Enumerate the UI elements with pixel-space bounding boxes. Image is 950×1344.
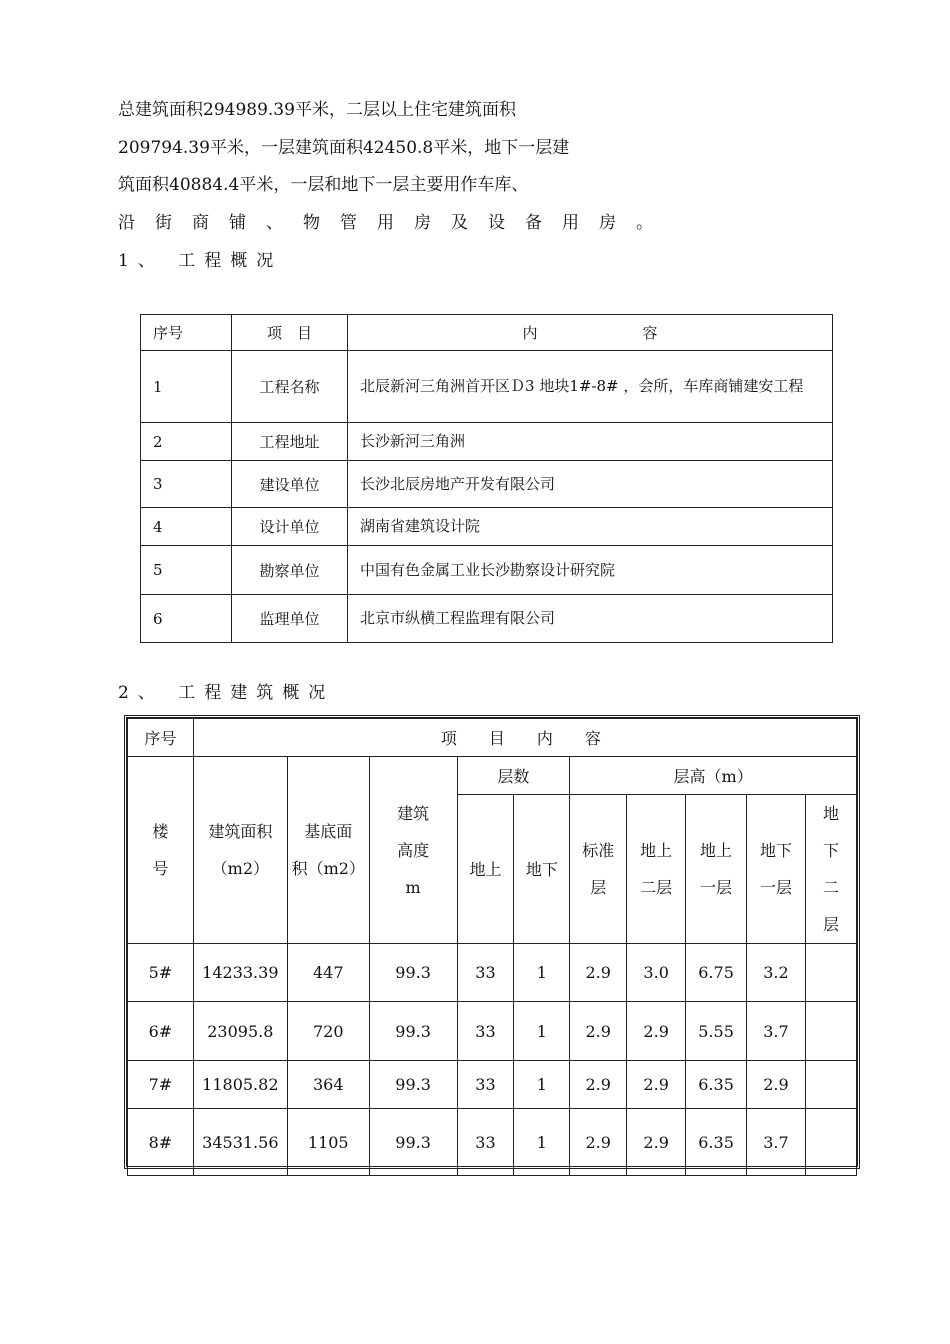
cell-4: 33 [457, 1061, 514, 1109]
paragraph-token: ， [243, 137, 261, 158]
row-index: 5 [141, 546, 232, 595]
paragraph-token: 筑 [152, 100, 169, 120]
cell-4: 33 [457, 1109, 514, 1176]
paragraph-token: 平 [209, 137, 227, 158]
paragraph-token: 面 [135, 175, 152, 195]
table-row [128, 944, 857, 1002]
paragraph-token: 街 [155, 212, 192, 233]
paragraph-token: 面 [481, 100, 499, 120]
header-building-line: 楼 [152, 822, 169, 841]
paragraph-token: 米 [311, 100, 329, 120]
paragraph-token: 筑 [118, 175, 135, 195]
paragraph-line [118, 92, 840, 130]
cell-4: 33 [457, 1002, 514, 1061]
paragraph-token: 平 [294, 100, 312, 120]
paragraph-token: 积 [152, 175, 169, 195]
paragraph-token: 商 [192, 212, 229, 233]
row-index: 3 [141, 461, 232, 508]
cell-6: 2.9 [570, 1109, 627, 1176]
cell-3: 99.3 [369, 1002, 457, 1061]
header-height [369, 757, 457, 944]
cell-3: 99.3 [369, 1109, 457, 1176]
paragraph-token: 住 [413, 100, 431, 120]
cell-7: 2.9 [627, 1109, 686, 1176]
paragraph-token: 209794.39 [118, 137, 210, 158]
paragraph-token: 物 [303, 212, 340, 233]
paragraph-token: ， [328, 100, 346, 120]
paragraph-token: 车 [477, 175, 495, 195]
table-group-row [128, 757, 857, 795]
row-item: 监理单位 [232, 595, 348, 643]
paragraph-token: 一 [290, 175, 308, 195]
paragraph-token: 米 [256, 175, 274, 195]
cell-2: 720 [287, 1002, 369, 1061]
paragraph-token: 及 [451, 212, 488, 233]
intro-paragraph [118, 92, 840, 242]
cell-0: 7# [128, 1061, 194, 1109]
paragraph-token: 沿 [118, 212, 155, 233]
cell-8: 6.35 [686, 1061, 747, 1109]
section-1-heading: 1、 工程概况 [118, 251, 283, 271]
paragraph-token: 层 [362, 100, 380, 120]
header-base-area [287, 757, 369, 944]
cell-10 [805, 944, 856, 1002]
building-table-frame [124, 715, 860, 1169]
row-index: 1 [141, 351, 232, 423]
paragraph-token: ， [273, 175, 291, 195]
header-area [193, 757, 287, 944]
building-overview-table [127, 718, 857, 1176]
cell-2: 1105 [287, 1109, 369, 1176]
paragraph-token: 作 [460, 175, 478, 195]
cell-5: 1 [514, 1061, 570, 1109]
section-2-heading: 2、 工程建筑概况 [118, 683, 335, 703]
paragraph-token: 层 [307, 175, 325, 195]
header-project-content: 项 目 内 容 [193, 719, 856, 757]
paragraph-token: 层 [277, 137, 295, 158]
row-content: 长沙新河三角洲 [348, 423, 833, 461]
row-item: 工程地址 [232, 423, 348, 461]
table-row [141, 423, 833, 461]
paragraph-token: 二 [345, 100, 363, 120]
paragraph-token: 管 [340, 212, 377, 233]
paragraph-token: 地 [341, 175, 359, 195]
cell-1: 34531.56 [193, 1109, 287, 1176]
paragraph-token: 建 [294, 137, 312, 158]
paragraph-token: 建 [135, 100, 152, 120]
cell-1: 11805.82 [193, 1061, 287, 1109]
cell-0: 6# [128, 1002, 194, 1061]
paragraph-token: 上 [396, 100, 414, 120]
header-building [128, 757, 194, 944]
cell-1: 14233.39 [193, 944, 287, 1002]
cell-10 [805, 1109, 856, 1176]
paragraph-token: 米 [450, 137, 468, 158]
header-basement-2: 地下二层 [805, 795, 856, 944]
paragraph-token: 地 [484, 137, 502, 158]
paragraph-token: 以 [379, 100, 397, 120]
paragraph-token: 要 [426, 175, 444, 195]
header-heights-group: 层高（m） [570, 757, 857, 795]
header-height-line: 建筑 [397, 803, 430, 823]
cell-10 [805, 1002, 856, 1061]
cell-10 [805, 1061, 856, 1109]
paragraph-token: 筑 [464, 100, 482, 120]
paragraph-token: 总 [118, 100, 135, 120]
paragraph-token: 面 [328, 137, 346, 158]
cell-2: 364 [287, 1061, 369, 1109]
paragraph-token: 筑 [311, 137, 329, 158]
cell-5: 1 [514, 1002, 570, 1061]
cell-5: 1 [514, 1109, 570, 1176]
table-row [141, 595, 833, 643]
project-overview-table [140, 314, 833, 643]
table-row [141, 351, 833, 423]
row-item: 工程名称 [232, 351, 348, 423]
paragraph-token: 设 [488, 212, 525, 233]
paragraph-token: 积 [345, 137, 363, 158]
cell-1: 23095.8 [193, 1002, 287, 1061]
cell-9: 2.9 [747, 1061, 806, 1109]
header-height-line: m [405, 877, 421, 897]
paragraph-token: 主 [409, 175, 427, 195]
paragraph-token: 建 [552, 137, 570, 158]
header-area-line: （m2） [211, 859, 269, 878]
row-index: 6 [141, 595, 232, 643]
paragraph-token: 下 [501, 137, 519, 158]
header-first-floor: 地上一层 [686, 795, 747, 944]
cell-7: 2.9 [627, 1061, 686, 1109]
row-content: 北京市纵横工程监理有限公司 [348, 595, 833, 643]
paragraph-token: 用 [562, 212, 599, 233]
table-row [141, 508, 833, 546]
paragraph-token: 40884.4平 [169, 175, 257, 195]
cell-6: 2.9 [570, 1002, 627, 1061]
paragraph-token: 备 [525, 212, 562, 233]
paragraph-token: 面 [169, 100, 186, 120]
paragraph-token: 层 [392, 175, 410, 195]
paragraph-token: 。 [636, 212, 673, 233]
table-header-row [141, 315, 833, 351]
cell-8: 6.35 [686, 1109, 747, 1176]
row-index: 2 [141, 423, 232, 461]
row-item: 建设单位 [232, 461, 348, 508]
paragraph-token: 下 [358, 175, 376, 195]
row-content: 北辰新河三角洲首开区Ｄ3 地块1#-8# ，会所，车库商铺建安工程 [348, 351, 833, 423]
cell-5: 1 [514, 944, 570, 1002]
cell-0: 8# [128, 1109, 194, 1176]
header-standard-floor: 标准层 [570, 795, 627, 944]
header-building-line: 号 [152, 859, 169, 878]
paragraph-token: 、 [511, 175, 529, 195]
row-index: 4 [141, 508, 232, 546]
header-content: 内 容 [348, 315, 833, 351]
paragraph-token: 积 [498, 100, 516, 120]
paragraph-token: 用 [377, 212, 414, 233]
table-row [128, 1061, 857, 1109]
cell-7: 3.0 [627, 944, 686, 1002]
cell-7: 2.9 [627, 1002, 686, 1061]
header-floors-below: 地下 [514, 795, 570, 944]
paragraph-token: 积 [186, 100, 203, 120]
table-row [128, 1109, 857, 1176]
cell-2: 447 [287, 944, 369, 1002]
header-area-line: 建筑面积 [208, 822, 273, 841]
header-item: 项 目 [232, 315, 348, 351]
row-content: 中国有色金属工业长沙勘察设计研究院 [348, 546, 833, 595]
cell-6: 2.9 [570, 944, 627, 1002]
paragraph-token: 房 [599, 212, 636, 233]
cell-8: 6.75 [686, 944, 747, 1002]
cell-6: 2.9 [570, 1061, 627, 1109]
paragraph-token: 层 [535, 137, 553, 158]
cell-3: 99.3 [369, 1061, 457, 1109]
paragraph-token: 铺 [229, 212, 266, 233]
paragraph-token: 一 [518, 137, 536, 158]
paragraph-line [118, 167, 840, 205]
paragraph-token: 米 [226, 137, 244, 158]
cell-0: 5# [128, 944, 194, 1002]
row-item: 设计单位 [232, 508, 348, 546]
cell-8: 5.55 [686, 1002, 747, 1061]
header-base-area-line: 基底面 [304, 822, 353, 841]
cell-4: 33 [457, 944, 514, 1002]
cell-9: 3.7 [747, 1109, 806, 1176]
paragraph-token: 一 [375, 175, 393, 195]
row-content: 长沙北辰房地产开发有限公司 [348, 461, 833, 508]
paragraph-line [118, 205, 840, 243]
paragraph-token: 建 [447, 100, 465, 120]
paragraph-token: 294989.39 [203, 100, 295, 120]
paragraph-token: 一 [260, 137, 278, 158]
header-height-line: 高度 [397, 840, 430, 860]
header-floors-group: 层数 [457, 757, 570, 795]
paragraph-line [118, 130, 840, 168]
header-index: 序号 [141, 315, 232, 351]
paragraph-token: 库 [494, 175, 512, 195]
paragraph-token: 房 [414, 212, 451, 233]
paragraph-token: ， [467, 137, 485, 158]
paragraph-token: 用 [443, 175, 461, 195]
paragraph-token: 、 [266, 212, 303, 233]
paragraph-token: 42450.8平 [362, 137, 451, 158]
paragraph-token: 宅 [430, 100, 448, 120]
header-basement-1: 地下一层 [747, 795, 806, 944]
cell-3: 99.3 [369, 944, 457, 1002]
table-row [141, 461, 833, 508]
paragraph-token: 和 [324, 175, 342, 195]
table-row [141, 546, 833, 595]
table-title-row [128, 719, 857, 757]
header-floors-above: 地上 [457, 795, 514, 944]
header-second-floor: 地上二层 [627, 795, 686, 944]
table-row [128, 1002, 857, 1061]
header-index: 序号 [128, 719, 194, 757]
header-base-area-line: 积（m2） [291, 859, 365, 878]
cell-9: 3.2 [747, 944, 806, 1002]
cell-9: 3.7 [747, 1002, 806, 1061]
row-item: 勘察单位 [232, 546, 348, 595]
row-content: 湖南省建筑设计院 [348, 508, 833, 546]
